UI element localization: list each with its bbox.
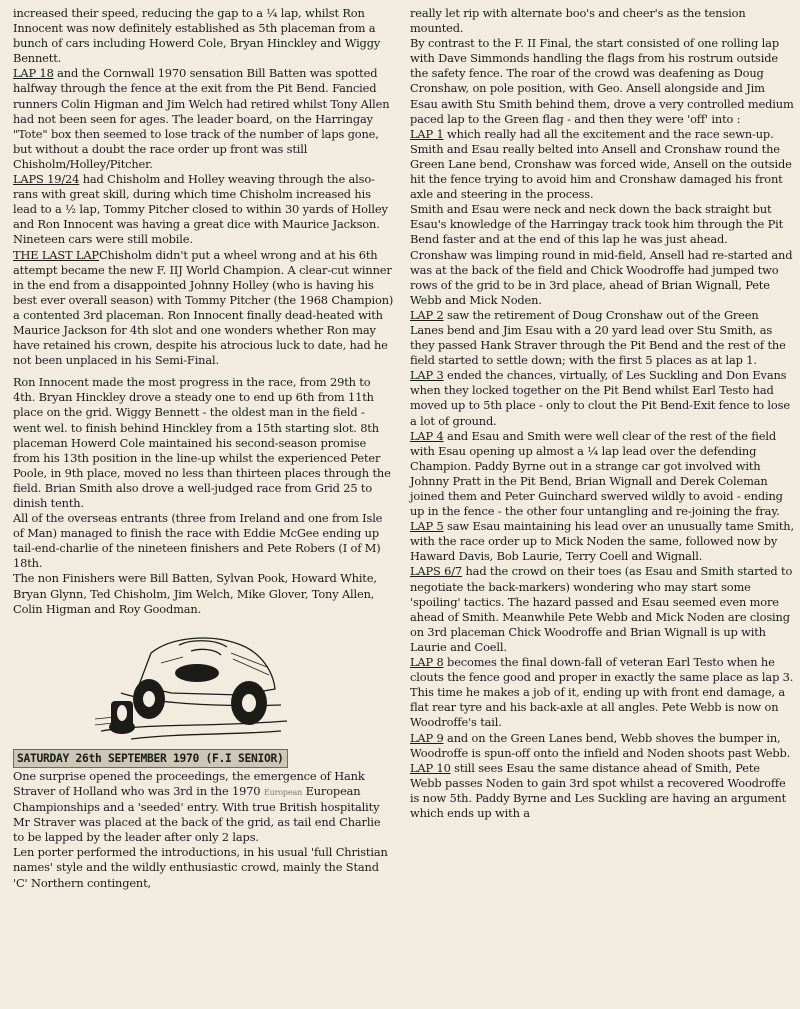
paragraph-lap-10 bbox=[410, 761, 794, 821]
lap-18-text: and the Cornwall 1970 sensation Bill Batten was spotted halfway through the fence at the exit from the Pit Bend. Fancied runners Colin Higman and Jim Welch had retired whilst Tony Allen had not been seen for ages. The leader board, on the Harringay "Tote" box then seemed to lose track of the number of laps gone, but without a doubt the race order up front was still Chisholm/Holley/Pitcher. bbox=[13, 66, 390, 171]
laps-6-7-text: had the crowd on their toes (as Esau and Smith started to negotiate the back-markers) wondering who may start some 'spoiling' tactics. The hazard passed and Esau seemed even more ahead of Smith. Meanwhile Pete Webb and Mick Noden are closing on 3rd placeman Chick Woodroffe and Brian Wignall is up with Laurie and Coell. bbox=[410, 564, 793, 654]
paragraph-senior-1 bbox=[13, 769, 395, 845]
paragraph-lap-2 bbox=[410, 308, 794, 368]
lap-10-text: still sees Esau the same distance ahead of Smith, Pete Webb passes Noden to gain 3rd spot whilst a recovered Woodroffe is now 5th. Paddy Byrne and Les Suckling are having an argument which ends up with a bbox=[410, 760, 787, 820]
paragraph-lap-3 bbox=[410, 368, 794, 428]
lap-3-text: ended the chances, virtually, of Les Suckling and Don Evans when they locked together on the Pit Bend whilst Earl Testo had moved up to 5th place - only to clout the Pit Bend-Exit fence to lose a lot of ground. bbox=[410, 368, 790, 428]
paragraph-contrast: By contrast to the F. II Final, the start consisted of one rolling lap with Dave Simmonds handling the flags from his rostrum outside the safety fence. The roar of the crowd was deafening as Doug Cronshaw, on pole position, with Geo. Ansell alongside and Jim Esau awith Stu Smith behind them, drove a very controlled medium paced lap to the Green flag - and then they were 'off' into : bbox=[410, 36, 794, 126]
lap-5-text: saw Esau maintaining his lead over an unusually tame Smith, with the race order up to Mick Noden the same, followed now by Haward Davis, Bob Laurie, Terry Coell and Wignall. bbox=[410, 519, 794, 564]
last-lap-label: THE LAST LAP bbox=[13, 247, 99, 262]
laps-6-7-label: LAPS 6/7 bbox=[410, 564, 463, 579]
senior-1-text-a: One surprise opened the proceedings, the emergence of Hank Straver of Holland who was 3rd in the 1970 bbox=[13, 768, 365, 798]
last-lap-text: Chisholm didn't put a wheel wrong and at his 6th attempt became the new F. IIJ World Champion. A clear-cut winner in the end from a disappointed Johnny Holley (who is having his best ever overall season) with Tommy Pitcher (the 1968 Champion) a contented 3rd placeman. Ron Innocent finally dead-heated with Maurice Jackson for 4th slot and one wonders whether Ron may have retained his crown, despite his atrocious luck to date, had he not been unplaced in his Semi-Final. bbox=[13, 247, 394, 368]
struck-word: European bbox=[263, 787, 303, 797]
paragraph-lap-4 bbox=[410, 429, 794, 520]
paragraph-lap-8 bbox=[410, 655, 794, 730]
paragraph-lap-9 bbox=[410, 731, 794, 761]
paragraph-senior-2: Len porter performed the introductions, in his usual 'full Christian names' style and the wildly enthusiastic crowd, mainly the Stand 'C' Northern contingent, bbox=[13, 845, 388, 890]
lap-1-label: LAP 1 bbox=[410, 126, 444, 141]
lap-10-label: LAP 10 bbox=[410, 760, 451, 775]
paragraph-right-intro: really let rip with alternate boo's and cheer's as the tension mounted. bbox=[410, 6, 746, 36]
paragraph-last-lap bbox=[13, 248, 395, 369]
laps-19-24-text: had Chisholm and Holley weaving through the also-rans with great skill, during which time Chisholm increased his lead to a ½ lap, Tommy Pitcher closed to within 30 yards of Holley and Ron Innocent was having a great dice with Maurice Jackson. Nineteen cars were still mobile. bbox=[13, 172, 388, 247]
lap-9-label: LAP 9 bbox=[410, 730, 444, 745]
paragraph-non-finishers: The non Finishers were Bill Batten, Sylvan Pook, Howard White, Bryan Glynn, Ted Chisholm, Jim Welch, Mike Glover, Tony Allen, Colin Higman and Roy Goodman. bbox=[13, 571, 377, 616]
lap-5-label: LAP 5 bbox=[410, 519, 444, 534]
lap-3-label: LAP 3 bbox=[410, 368, 444, 383]
paragraph-laps-6-7 bbox=[410, 564, 794, 655]
paragraph-intro: increased their speed, reducing the gap to a ¼ lap, whilst Ron Innocent was now definitely established as 5th placeman from a bunch of cars including Howerd Cole, Bryan Hinckley and Wiggy Bennett. bbox=[13, 6, 381, 66]
lap-8-label: LAP 8 bbox=[410, 655, 444, 670]
paragraph-neck: Smith and Esau were neck and neck down the back straight but Esau's knowledge of the Harringay track took him through the Pit Bend faster and at the end of this lap he was just ahead. bbox=[410, 202, 784, 247]
lap-8-text: becomes the final down-fall of veteran Earl Testo when he clouts the fence good and proper in exactly the same place as lap 3. This time he makes a job of it, ending up with front end damage, a flat rear tyre and his back-axle at all angles. Pete Webb is now on Woodroffe's tail. bbox=[410, 655, 794, 730]
laps-19-24-label: LAPS 19/24 bbox=[13, 172, 80, 187]
right-column bbox=[410, 6, 794, 821]
left-column bbox=[13, 6, 395, 891]
lap-2-label: LAP 2 bbox=[410, 307, 444, 322]
section-heading: SATURDAY 26th SEPTEMBER 1970 (F.I SENIOR) bbox=[13, 749, 288, 768]
lap-9-text: and on the Green Lanes bend, Webb shoves the bumper in, Woodroffe is spun-off onto the infield and Noden shoots past Webb. bbox=[410, 730, 791, 760]
race-car-illustration bbox=[13, 617, 395, 749]
race-car-sketch bbox=[91, 623, 291, 745]
paragraph-summary: Ron Innocent made the most progress in the race, from 29th to 4th. Bryan Hinckley drove a steady one to end up 6th from 11th place on the grid. Wiggy Bennett - the oldest man in the field - went wel. to finish behind Hinckley from a 15th starting slot. 8th placeman Howerd Cole maintained his second-season promise from his 13th position in the line-up whilst the experienced Peter Poole, in 9th place, moved no less than thirteen places through the field. Brian Smith also drove a well-judged race from Grid 25 to dinish tenth. bbox=[13, 375, 391, 510]
paragraph-lap-5 bbox=[410, 519, 794, 564]
lap-4-label: LAP 4 bbox=[410, 428, 444, 443]
lap-1-text: which really had all the excitement and the race sewn-up. Smith and Esau really belted into Ansell and Cronshaw round the Green Lane bend, Cronshaw was forced wide, Ansell on the outside hit the fence trying to avoid him and Cronshaw damaged his front axle and steering in the process. bbox=[410, 126, 792, 202]
senior-1-text-b: European Championships and a 'seeded' entry. With true British hospitality Mr Straver was placed at the back of the grid, as tail end Charlie to be lapped by the leader after only 2 laps. bbox=[13, 783, 381, 845]
lap-2-text: saw the retirement of Doug Cronshaw out of the Green Lanes bend and Jim Esau with a 20 yard lead over Stu Smith, as they passed Hank Straver through the Pit Bend and the rest of the field started to settle down; with the first 5 places as at lap 1. bbox=[410, 307, 786, 368]
paragraph-limping: Cronshaw was limping round in mid-field, Ansell had re-started and was at the back of the field and Chick Woodroffe had jumped two rows of the grid to be in 3rd place, ahead of Brian Wignall, Pete Webb and Mick Noden. bbox=[410, 247, 793, 307]
paragraph-lap-1 bbox=[410, 127, 794, 202]
paragraph-laps-19-24 bbox=[13, 172, 395, 247]
paragraph-overseas: All of the overseas entrants (three from Ireland and one from Isle of Man) managed to finish the race with Eddie McGee ending up tail-end-charlie of the nineteen finishers and Pete Robers (I of M) 18th. bbox=[13, 511, 383, 571]
lap-4-text: and Esau and Smith were well clear of the rest of the field with Esau opening up almost a ¼ lap lead over the defending Champion. Paddy Byrne out in a strange car got involved with Johnny Pratt in the Pit Bend, Brian Wignall and Derek Coleman joined them and Peter Guinchard swerved wildly to avoid - ending up in the fence - the other four untangling and re-joining the fray. bbox=[410, 428, 783, 519]
lap-18-label: LAP 18 bbox=[13, 66, 54, 81]
paragraph-lap-18 bbox=[13, 66, 395, 172]
